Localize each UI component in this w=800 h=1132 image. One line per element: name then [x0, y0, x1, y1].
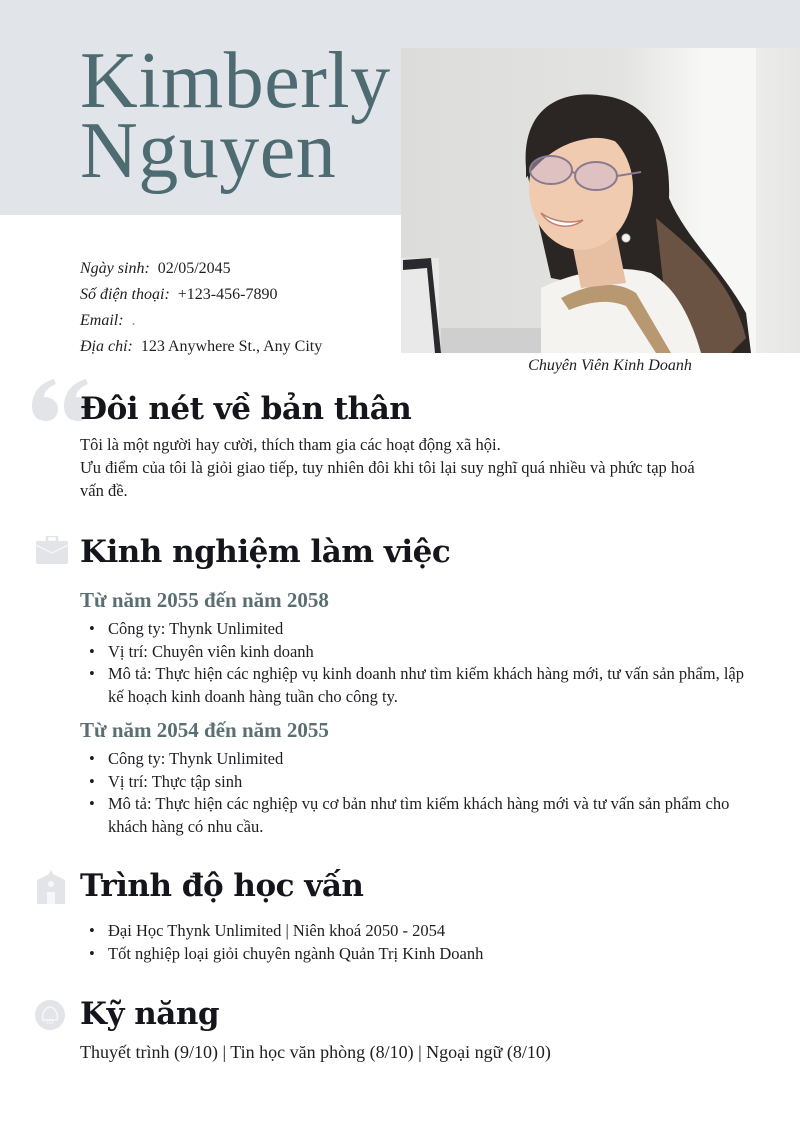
education-details — [108, 920, 748, 965]
experience-title: Kinh nghiệm làm việc — [80, 534, 451, 570]
candidate-name — [80, 37, 391, 195]
about-line: Ưu điểm của tôi là giỏi giao tiếp, tuy nhiên đôi khi tôi lại suy nghĩ quá nhiều và phức tạp hoá vấn đề. — [80, 458, 695, 500]
skills-circle-icon — [35, 1000, 65, 1030]
job-detail-item: • Vị trí: Thực tập sinh — [108, 771, 748, 794]
briefcase-icon — [36, 536, 68, 564]
contact-label: Ngày sinh: — [80, 260, 150, 277]
job-detail-item: • Công ty: Thynk Unlimited — [108, 618, 748, 641]
job-detail-item: • Công ty: Thynk Unlimited — [108, 748, 748, 771]
job-period: Từ năm 2054 đến năm 2055 — [80, 718, 329, 742]
school-building-icon — [37, 870, 65, 904]
job-detail-item: • Vị trí: Chuyên viên kinh doanh — [108, 641, 748, 664]
contact-birthdate — [80, 256, 322, 282]
skills-title: Kỹ năng — [80, 996, 220, 1032]
education-item: • Tốt nghiệp loại giỏi chuyên ngành Quản Trị Kinh Doanh — [108, 943, 748, 966]
about-line: Tôi là một người hay cười, thích tham gia các hoạt động xã hội. — [80, 435, 501, 454]
job-details — [108, 748, 748, 838]
contact-address — [80, 334, 322, 360]
about-title: Đôi nét về bản thân — [80, 391, 412, 427]
education-title: Trình độ học vấn — [80, 868, 364, 904]
contact-label: Địa chỉ: — [80, 338, 133, 355]
contact-info — [80, 256, 322, 360]
contact-value: . — [131, 312, 136, 329]
job-details — [108, 618, 748, 708]
contact-email — [80, 308, 322, 334]
education-item: • Đại Học Thynk Unlimited | Niên khoá 2050 - 2054 — [108, 920, 748, 943]
job-detail-item: • Mô tả: Thực hiện các nghiệp vụ kinh doanh như tìm kiếm khách hàng mới, tư vấn sản phẩm, lập kế hoạch kinh doanh hàng tuần cho công ty. — [108, 663, 748, 708]
about-text — [80, 433, 740, 502]
contact-label: Số điện thoại: — [80, 286, 170, 303]
last-name: Nguyen — [80, 107, 337, 195]
contact-label: Email: — [80, 312, 124, 329]
profile-photo — [401, 48, 800, 353]
contact-value: 02/05/2045 — [157, 260, 231, 277]
contact-value: 123 Anywhere St., Any City — [140, 338, 323, 355]
job-title: Chuyên Viên Kinh Doanh — [528, 357, 692, 374]
portrait-illustration — [401, 48, 800, 353]
job-period: Từ năm 2055 đến năm 2058 — [80, 588, 329, 612]
svg-text:ID: ID — [46, 1018, 54, 1026]
job-detail-item: • Mô tả: Thực hiện các nghiệp vụ cơ bản như tìm kiếm khách hàng mới và tư vấn sản phẩm cho khách hàng có nhu cầu. — [108, 793, 748, 838]
skills-text: Thuyết trình (9/10) | Tin học văn phòng (8/10) | Ngoại ngữ (8/10) — [80, 1042, 551, 1062]
contact-phone — [80, 282, 322, 308]
first-name: Kimberly — [80, 37, 391, 125]
contact-value: +123-456-7890 — [177, 286, 278, 303]
